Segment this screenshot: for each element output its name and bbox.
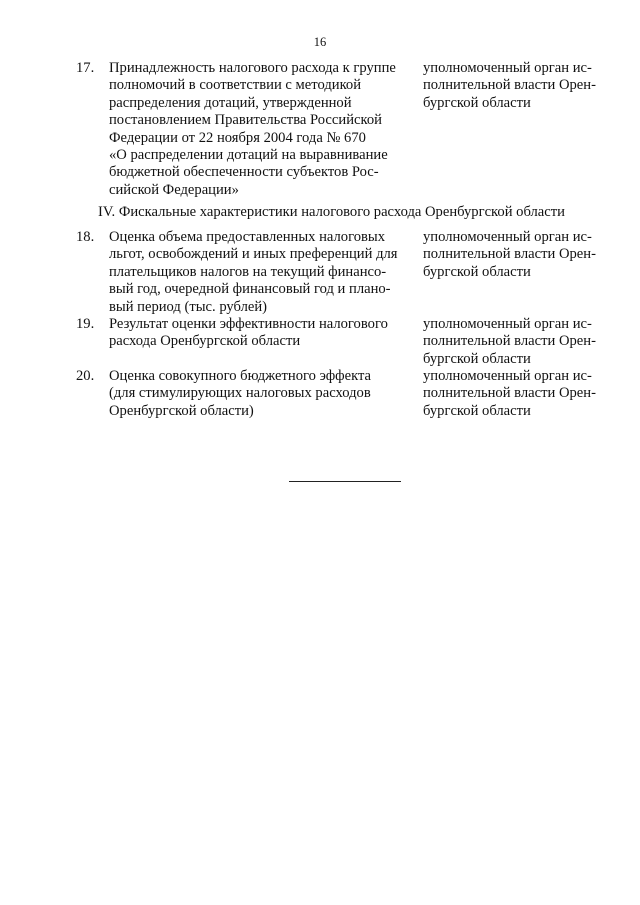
row-number: 17.: [76, 60, 95, 76]
description-line: постановлением Правительства Российской: [109, 112, 382, 129]
responsible-line: уполномоченный орган ис-: [423, 316, 592, 332]
description-line: полномочий в соответствии с методикой: [109, 77, 362, 94]
row-responsible: [423, 368, 623, 420]
responsible-line: бургской области: [423, 350, 531, 367]
description-line: (для стимулирующих налоговых расходов: [109, 385, 371, 402]
row-description: [109, 229, 409, 316]
description-line: расхода Оренбургской области: [109, 333, 301, 350]
responsible-line: полнительной власти Орен-: [423, 333, 596, 350]
row-number: 20.: [76, 368, 95, 384]
responsible-line: уполномоченный орган ис-: [423, 229, 592, 245]
end-divider-line: [289, 481, 401, 482]
description-line: Федерации от 22 ноября 2004 года № 670: [109, 129, 366, 146]
row-number: 19.: [76, 316, 95, 332]
row-number: 18.: [76, 229, 95, 245]
row-responsible: [423, 229, 623, 281]
description-line: «О распределении дотаций на выравнивание: [109, 147, 388, 164]
responsible-line: бургской области: [423, 263, 531, 280]
row-responsible: [423, 316, 623, 368]
row-responsible: [423, 60, 623, 112]
description-line: вый период (тыс. рублей): [109, 298, 268, 315]
responsible-line: полнительной власти Орен-: [423, 246, 596, 263]
description-line: Результат оценки эффективности налогового: [109, 316, 388, 332]
description-line: сийской Федерации»: [109, 181, 239, 198]
description-line: Оренбургской области): [109, 402, 254, 419]
description-line: льгот, освобождений и иных преференций для: [109, 246, 398, 263]
row-description: [109, 316, 409, 351]
description-line: Оценка объема предоставленных налоговых: [109, 229, 385, 245]
page-number: 16: [313, 35, 327, 49]
description-line: Оценка совокупного бюджетного эффекта: [109, 368, 372, 384]
responsible-line: бургской области: [423, 94, 531, 111]
description-line: распределения дотаций, утвержденной: [109, 94, 352, 111]
description-line: Принадлежность налогового расхода к группе: [109, 60, 396, 76]
responsible-line: бургской области: [423, 402, 531, 419]
row-description: [109, 368, 409, 420]
responsible-line: полнительной власти Орен-: [423, 77, 596, 94]
responsible-line: полнительной власти Орен-: [423, 385, 596, 402]
description-line: бюджетной обеспеченности субъектов Рос-: [109, 164, 379, 181]
row-description: [109, 60, 409, 199]
responsible-line: уполномоченный орган ис-: [423, 60, 592, 76]
responsible-line: уполномоченный орган ис-: [423, 368, 592, 384]
section-heading: IV. Фискальные характеристики налогового расхода Оренбургской области: [98, 204, 565, 220]
description-line: вый год, очередной финансовый год и плано-: [109, 281, 391, 298]
description-line: плательщиков налогов на текущий финансо-: [109, 263, 387, 280]
